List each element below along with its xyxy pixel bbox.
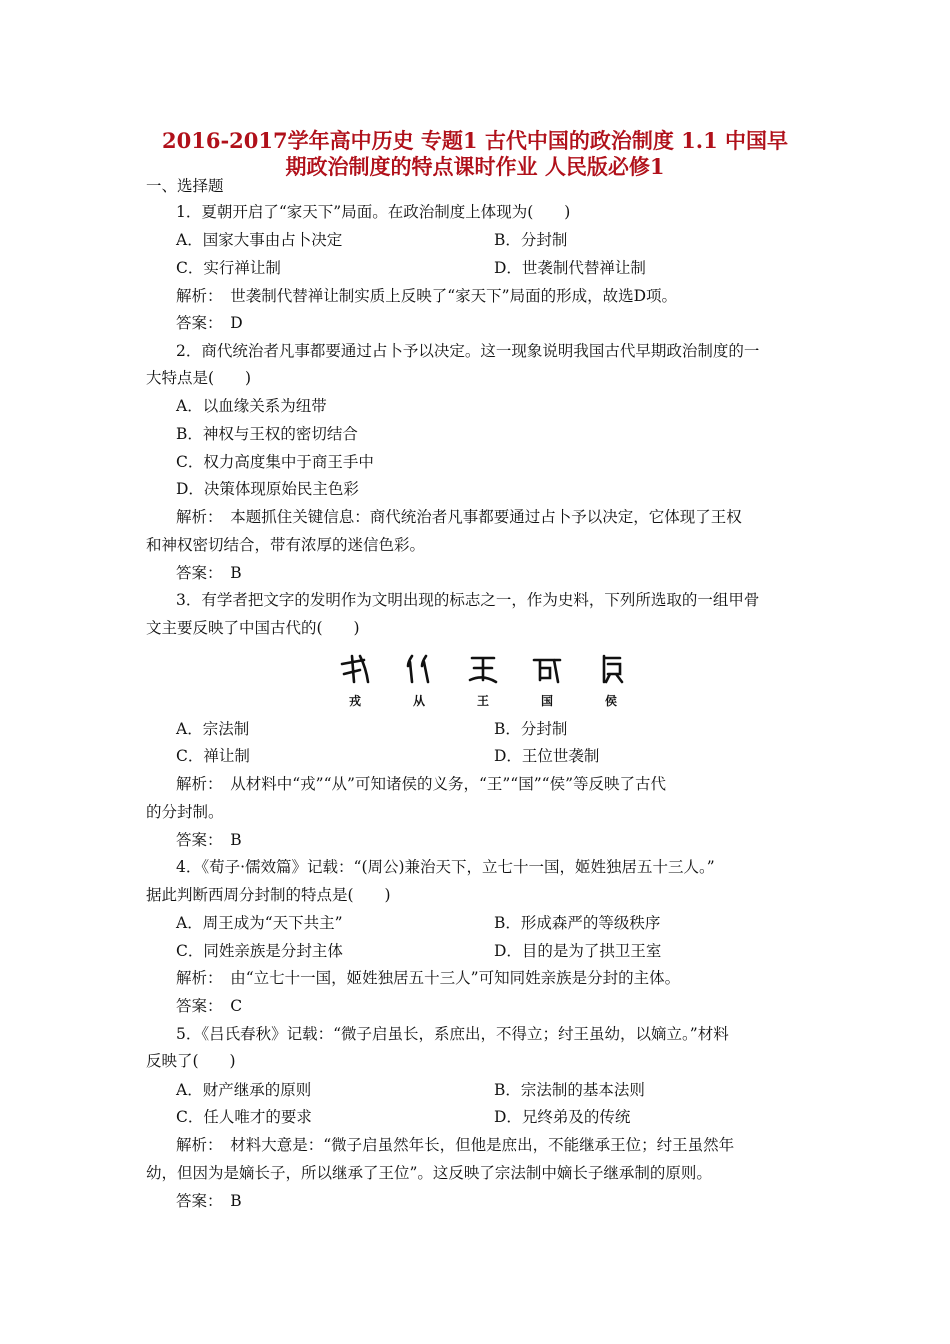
question-4-option-b: B．形成森严的等级秩序 xyxy=(494,914,661,932)
question-2-stem: 2．商代统治者凡事都要通过占卜予以决定。这一现象说明我国古代早期政治制度的一 xyxy=(176,342,760,360)
oracle-cong-icon xyxy=(402,652,436,686)
oracle-glyph-label: 戎 xyxy=(348,694,361,708)
question-3-option-a: A．宗法制 xyxy=(176,720,250,738)
question-1-option-b: B．分封制 xyxy=(494,231,568,249)
question-3-option-d: D．王位世袭制 xyxy=(494,747,600,765)
question-4-stem: 4．《荀子·儒效篇》记载：“(周公)兼治天下，立七十一国，姬姓独居五十三人。” xyxy=(176,858,715,876)
oracle-glyph-hou xyxy=(586,652,636,712)
question-5-option-d: D．兄终弟及的传统 xyxy=(494,1108,631,1126)
question-5-option-a: A．财产继承的原则 xyxy=(176,1081,312,1099)
question-2-answer: 答案： B xyxy=(176,564,242,582)
question-3-analysis: 解析： 从材料中“戎”“从”可知诸侯的义务，“王”“国”“侯”等反映了古代 xyxy=(176,775,666,793)
question-1-option-d: D．世袭制代替禅让制 xyxy=(494,259,646,277)
question-4-option-c: C．同姓亲族是分封主体 xyxy=(176,942,343,960)
question-5-analysis-cont: 幼，但因为是嫡长子，所以继承了王位”。这反映了宗法制中嫡长子继承制的原则。 xyxy=(146,1164,712,1182)
question-1-analysis: 解析： 世袭制代替禅让制实质上反映了“家天下”局面的形成，故选D项。 xyxy=(176,287,678,305)
oracle-glyph-label: 侯 xyxy=(604,694,617,708)
question-4-option-d: D．目的是为了拱卫王室 xyxy=(494,942,662,960)
document-title-line-1: 2016-2017学年高中历史 专题1 古代中国的政治制度 1.1 中国早 xyxy=(162,128,788,153)
question-4-stem-cont: 据此判断西周分封制的特点是( ) xyxy=(146,886,391,904)
question-2-analysis: 解析： 本题抓住关键信息：商代统治者凡事都要通过占卜予以决定，它体现了王权 xyxy=(176,508,742,526)
question-3-option-c: C．禅让制 xyxy=(176,747,250,765)
question-5-stem-cont: 反映了( ) xyxy=(146,1052,236,1070)
document-title-line-2: 期政治制度的特点课时作业 人民版必修1 xyxy=(285,154,665,179)
question-5-option-c: C．任人唯才的要求 xyxy=(176,1108,312,1126)
question-1-option-c: C．实行禅让制 xyxy=(176,259,281,277)
question-3-stem: 3．有学者把文字的发明作为文明出现的标志之一，作为史料，下列所选取的一组甲骨 xyxy=(176,591,760,609)
oracle-glyph-label: 王 xyxy=(476,694,489,708)
question-2-option-c: C．权力高度集中于商王手中 xyxy=(176,453,374,471)
oracle-glyph-guo xyxy=(522,652,572,712)
question-1-option-a: A．国家大事由占卜决定 xyxy=(176,231,343,249)
question-5-stem: 5．《吕氏春秋》记载：“微子启虽长，系庶出，不得立；纣王虽幼，以嫡立。”材料 xyxy=(176,1025,729,1043)
question-3-analysis-cont: 的分封制。 xyxy=(146,803,224,821)
question-3-stem-cont: 文主要反映了中国古代的( ) xyxy=(146,619,360,637)
question-4-answer: 答案： C xyxy=(176,997,243,1015)
question-2-stem-cont: 大特点是( ) xyxy=(146,369,252,387)
oracle-hou-icon xyxy=(594,652,628,686)
oracle-guo-icon xyxy=(530,652,564,686)
question-2-analysis-cont: 和神权密切结合，带有浓厚的迷信色彩。 xyxy=(146,536,426,554)
question-2-option-b: B．神权与王权的密切结合 xyxy=(176,425,358,443)
oracle-glyph-wang xyxy=(458,652,508,712)
question-2-option-d: D．决策体现原始民主色彩 xyxy=(176,480,359,498)
question-5-option-b: B．宗法制的基本法则 xyxy=(494,1081,645,1099)
oracle-glyph-cong xyxy=(394,652,444,712)
oracle-bone-figure xyxy=(330,652,640,712)
oracle-wang-icon xyxy=(466,652,500,686)
question-4-option-a: A．周王成为“天下共主” xyxy=(176,914,343,932)
oracle-glyph-rong xyxy=(330,652,380,712)
question-5-analysis: 解析： 材料大意是：“微子启虽然年长，但他是庶出，不能继承王位；纣王虽然年 xyxy=(176,1136,735,1154)
question-1-stem: 1．夏朝开启了“家天下”局面。在政治制度上体现为( ) xyxy=(176,203,571,221)
question-3-option-b: B．分封制 xyxy=(494,720,568,738)
question-5-answer: 答案： B xyxy=(176,1192,242,1210)
oracle-glyph-label: 从 xyxy=(412,694,425,708)
oracle-rong-icon xyxy=(338,652,372,686)
question-4-analysis: 解析： 由“立七十一国，姬姓独居五十三人”可知同姓亲族是分封的主体。 xyxy=(176,969,681,987)
section-heading: 一、选择题 xyxy=(146,177,224,195)
question-2-option-a: A．以血缘关系为纽带 xyxy=(176,397,327,415)
question-3-answer: 答案： B xyxy=(176,831,242,849)
oracle-glyph-label: 国 xyxy=(540,694,553,708)
question-1-answer: 答案： D xyxy=(176,314,243,332)
